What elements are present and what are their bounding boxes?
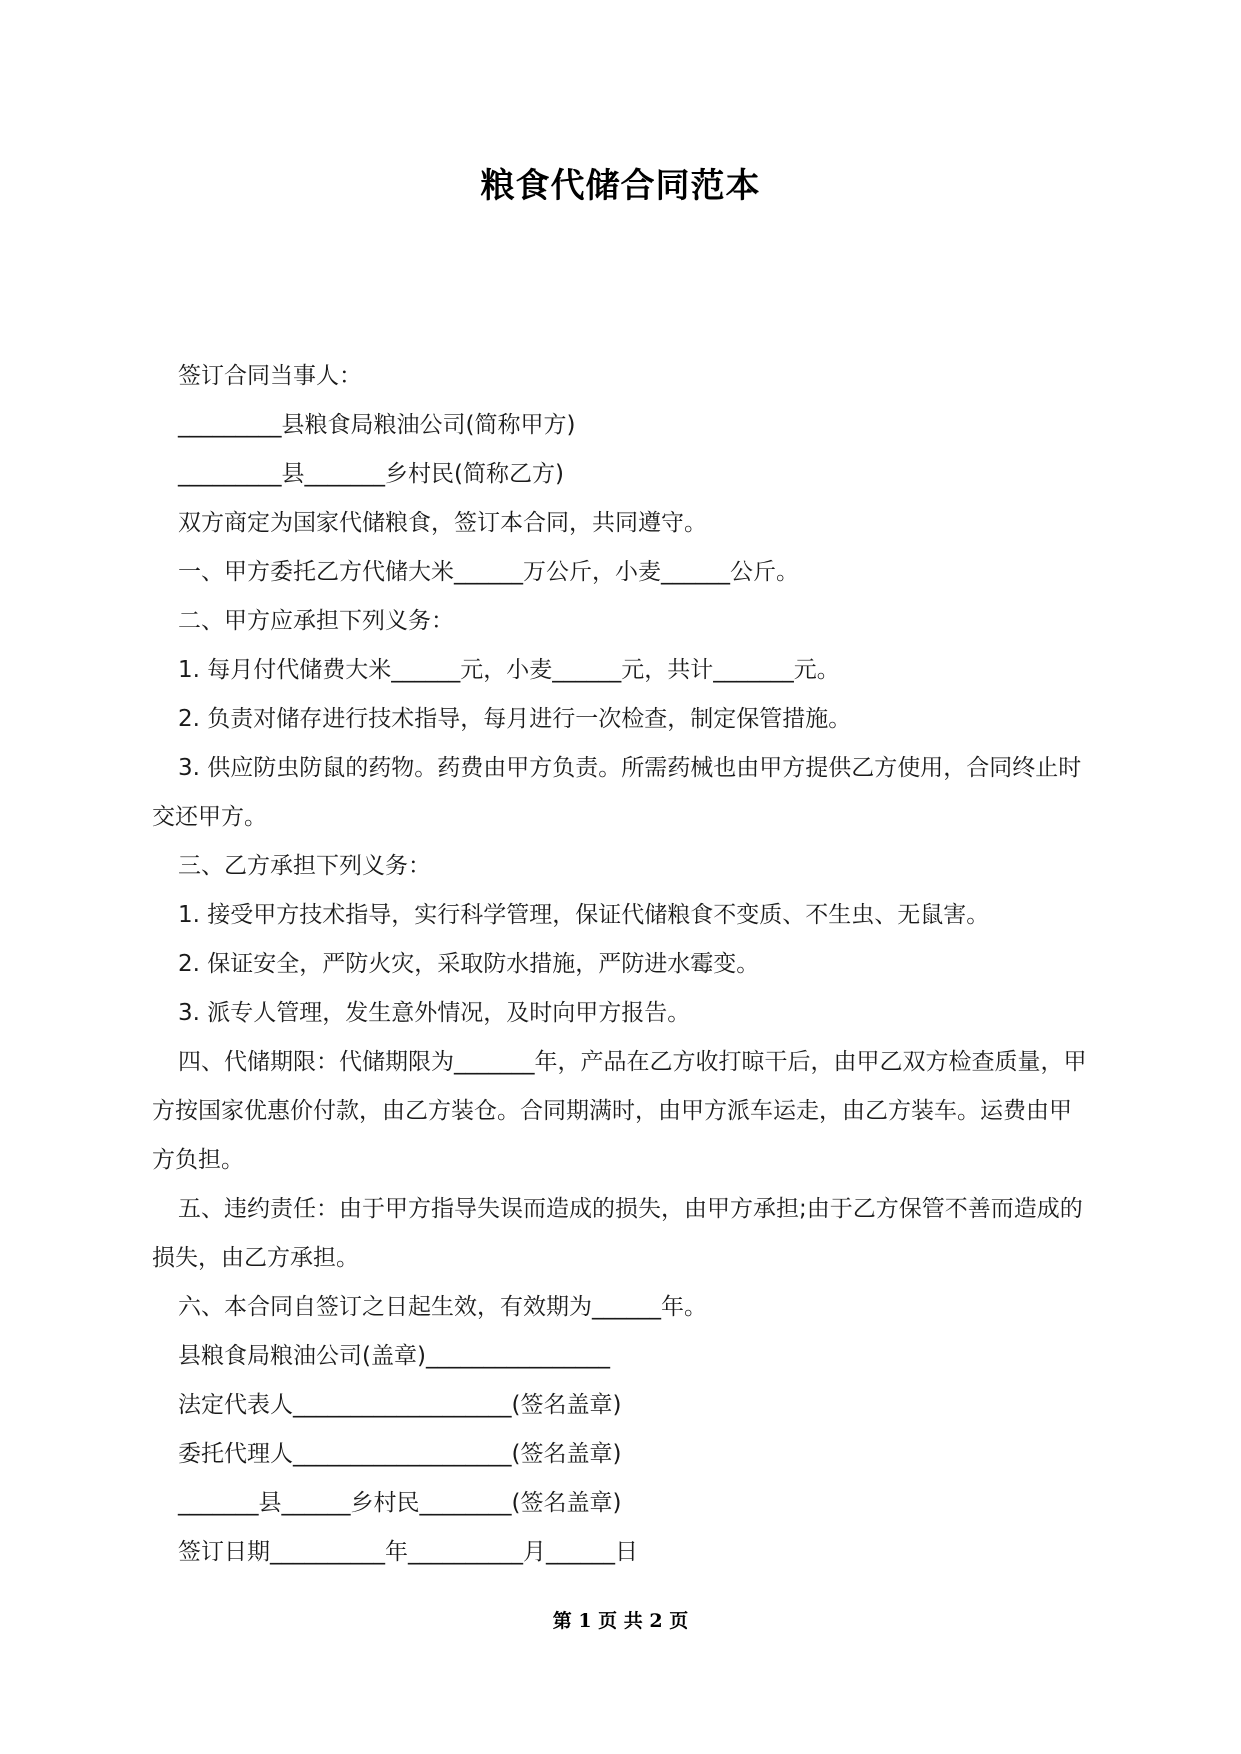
party-b-line: _________县_______乡村民(简称乙方)	[178, 461, 564, 487]
clause-4: 四、代储期限：代储期限为_______年，产品在乙方收打晾干后，由甲乙双方检查质量，甲方按国家优惠价付款，由乙方装仓。合同期满时，由甲方派车运走，由乙方装车。运费由甲方负担。	[152, 1049, 1087, 1173]
clause-1: 一、甲方委托乙方代储大米______万公斤，小麦______公斤。	[178, 559, 799, 585]
page-number: 第 1 页 共 2 页	[552, 1610, 689, 1632]
signature-agent: 委托代理人___________________(签名盖章)	[178, 1441, 622, 1467]
clause-2-item-1: 1. 每月付代储费大米______元，小麦______元，共计_______元。	[178, 657, 840, 683]
parties-heading: 签订合同当事人：	[178, 363, 362, 389]
clause-6: 六、本合同自签订之日起生效，有效期为______年。	[178, 1294, 707, 1320]
clause-5: 五、违约责任：由于甲方指导失误而造成的损失，由甲方承担;由于乙方保管不善而造成的损失，由乙方承担。	[152, 1196, 1083, 1271]
signature-legal-rep: 法定代表人___________________(签名盖章)	[178, 1392, 622, 1418]
party-a-line: _________县粮食局粮油公司(简称甲方)	[178, 412, 576, 438]
clause-3-item-1: 1. 接受甲方技术指导，实行科学管理，保证代储粮食不变质、不生虫、无鼠害。	[178, 902, 990, 928]
clause-2-heading: 二、甲方应承担下列义务：	[178, 608, 454, 634]
signature-company: 县粮食局粮油公司(盖章)________________	[178, 1343, 610, 1369]
document-title: 粮食代储合同范本	[480, 166, 761, 206]
clause-2-item-2: 2. 负责对储存进行技术指导，每月进行一次检查，制定保管措施。	[178, 706, 852, 732]
signing-date: 签订日期__________年__________月______日	[178, 1539, 638, 1565]
signature-villager: _______县______乡村民________(签名盖章)	[178, 1490, 622, 1516]
clause-3-heading: 三、乙方承担下列义务：	[178, 853, 431, 879]
clause-3-item-2: 2. 保证安全，严防火灾，采取防水措施，严防进水霉变。	[178, 951, 760, 977]
agreement-statement: 双方商定为国家代储粮食，签订本合同，共同遵守。	[178, 510, 707, 536]
clause-3-item-3: 3. 派专人管理，发生意外情况，及时向甲方报告。	[178, 1000, 691, 1026]
document-body	[152, 352, 1094, 1577]
clause-2-item-3: 3. 供应防虫防鼠的药物。药费由甲方负责。所需药械也由甲方提供乙方使用，合同终止时交还甲方。	[152, 755, 1082, 830]
